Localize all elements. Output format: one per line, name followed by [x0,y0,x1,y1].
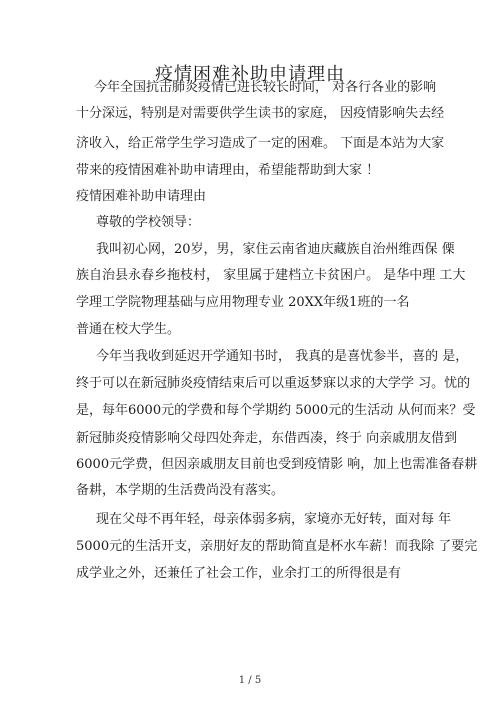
paragraph-line: 5000元的生活开支，亲朋好友的帮助简直是杯水车薪！而我除 了要完 [76,539,478,554]
paragraph-line: 十分深远，特别是对需要供学生读书的家庭， 因疫情影响失去经 [76,106,445,121]
paragraph-line: 普通在校大学生。 [76,322,181,337]
page-number: 1 / 5 [238,675,262,686]
paragraph-line: 今年当我收到延迟开学通知书时， 我真的是喜忧参半，喜的 是， [96,349,469,364]
paragraph-line: 我叫初心网，20岁，男，家住云南省迪庆藏族自治州维西保 傈 [96,242,455,257]
paragraph-line: 终于可以在新冠肺炎疫情结束后可以重返梦寐以求的大学学 习。忧的 [76,376,471,391]
paragraph-line: 疫情困难补助申请理由 [76,189,207,204]
paragraph-line: 学理工学院物理基础与应用物理专业 20XX年级1班的一名 [76,295,410,310]
paragraph-line: 济收入，给正常学生学习造成了一定的困难。 下面是本站为大家 [76,136,445,151]
paragraph-line: 现在父母不再年轻，母亲体弱多病，家境亦无好转，面对每 年 [96,512,452,527]
paragraph-line: 今年全国抗击肺炎疫情已进长较长时间， 对各行各业的影响 [94,80,437,95]
paragraph-line: 6000元学费，但因亲戚朋友目前也受到疫情影 响，加上也需准备春耕 [76,457,478,472]
paragraph-line: 尊敬的学校领导： [96,215,201,230]
paragraph-line: 备耕，本学期的生活费尚没有落实。 [76,483,285,498]
paragraph-line: 带来的疫情困难补助申请理由，希望能帮助到大家 ！ [76,163,380,178]
paragraph-line: 成学业之外，还兼任了社会工作，业余打工的所得很是有 [76,566,402,581]
document-title: 疫情困难补助申请理由 [155,64,345,85]
paragraph-line: 族自治县永春乡拖枝村， 家里属于建档立卡贫困户。 是华中理 工大 [76,268,466,283]
paragraph-line: 是，每年6000元的学费和每个学期约 5000元的生活动 从何而来？受 [76,403,476,418]
paragraph-line: 新冠肺炎疫情影响父母四处奔走，东借西凑，终于 向亲戚朋友借到 [76,431,458,446]
